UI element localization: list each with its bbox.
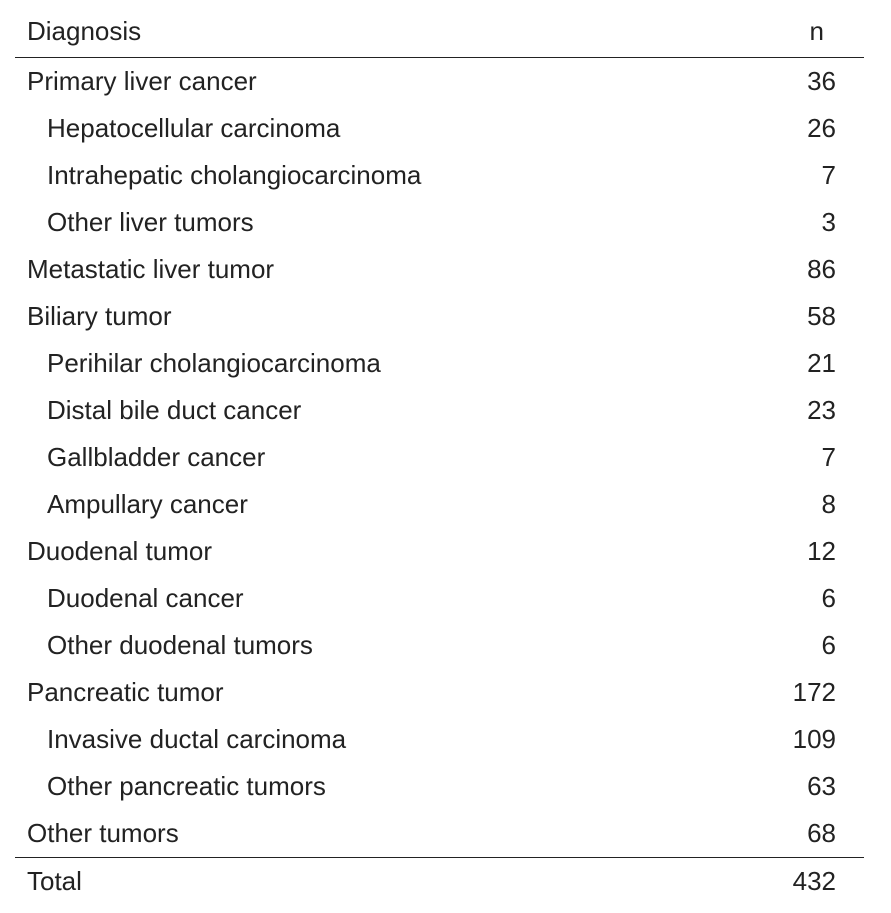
row-label: Primary liver cancer [27,66,257,96]
row-label: Intrahepatic cholangiocarcinoma [47,160,422,190]
row-label: Duodenal cancer [47,583,244,613]
row-label: Duodenal tumor [27,536,212,566]
table-row [15,387,864,434]
row-count: 3 [821,207,836,237]
row-label: Distal bile duct cancer [47,395,302,425]
row-count: 58 [807,301,836,331]
row-count: 8 [821,489,836,519]
row-label: Pancreatic tumor [27,677,224,707]
table-total-row [15,857,864,904]
column-header-n: n [809,16,824,46]
table-row [15,575,864,622]
row-label: Perihilar cholangiocarcinoma [47,348,381,378]
row-count: 63 [807,771,836,801]
row-label: Metastatic liver tumor [27,254,275,284]
row-label: Ampullary cancer [47,489,248,519]
table-row [15,434,864,481]
row-label: Other tumors [27,818,179,848]
column-header-diagnosis: Diagnosis [27,16,142,46]
row-count: 68 [807,818,836,848]
table-row [15,716,864,763]
row-label: Other pancreatic tumors [47,771,326,801]
row-count: 26 [807,113,836,143]
table-row [15,199,864,246]
table-row [15,622,864,669]
table-row [15,105,864,152]
row-label: Invasive ductal carcinoma [47,724,347,754]
table-header-row [15,0,864,58]
row-count: 7 [821,160,836,190]
total-count: 432 [792,866,836,896]
row-count: 21 [807,348,836,378]
row-count: 172 [792,677,836,707]
table-row [15,340,864,387]
table-row [15,293,864,340]
diagnosis-table [15,0,864,904]
table-row [15,528,864,575]
row-count: 12 [807,536,836,566]
row-count: 109 [792,724,836,754]
table-row [15,246,864,293]
table-row [15,152,864,199]
row-label: Gallbladder cancer [47,442,266,472]
row-count: 36 [807,66,836,96]
row-count: 7 [821,442,836,472]
table-row [15,481,864,528]
row-label: Other duodenal tumors [47,630,313,660]
table-row [15,669,864,716]
row-count: 6 [821,630,836,660]
table-row [15,763,864,810]
row-label: Hepatocellular carcinoma [47,113,341,143]
total-label: Total [27,866,82,896]
row-label: Other liver tumors [47,207,254,237]
row-count: 86 [807,254,836,284]
table-row [15,58,864,105]
row-label: Biliary tumor [27,301,172,331]
row-count: 23 [807,395,836,425]
table-row [15,810,864,857]
table-body [15,58,864,857]
row-count: 6 [821,583,836,613]
